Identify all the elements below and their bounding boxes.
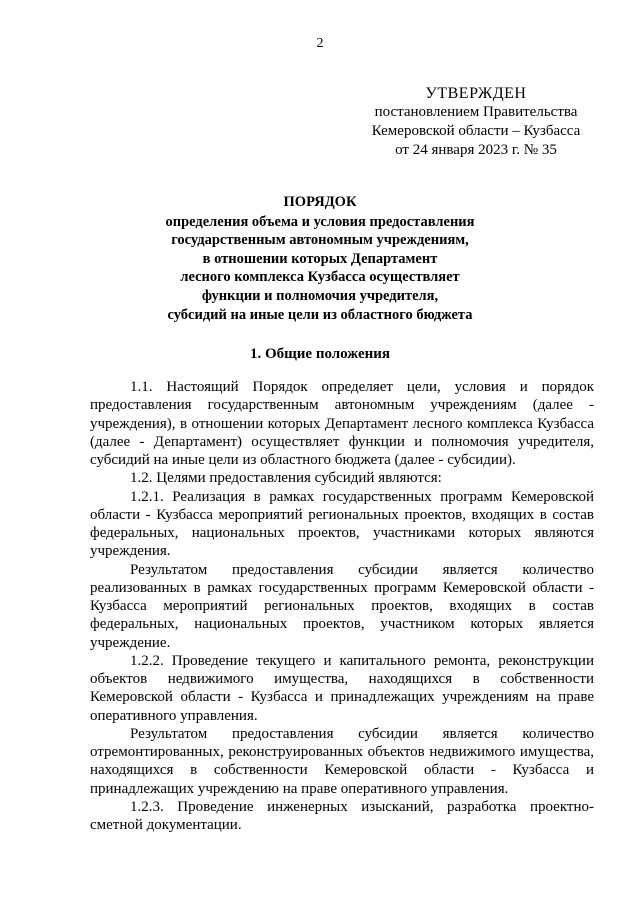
document-title xyxy=(120,193,520,324)
paragraph: 1.2.1. Реализация в рамках государственных программ Кемеровской области - Кузбасса мероприятий региональных проектов, входящих в состав федеральных, национальных проектов, участниками которых являются учреждения. xyxy=(90,488,594,560)
section-heading: 1. Общие положения xyxy=(249,346,391,362)
page-number: 2 xyxy=(316,36,324,51)
approval-line: постановлением Правительства xyxy=(374,104,578,120)
approval-date: от 24 января 2023 г. № 35 xyxy=(395,142,557,158)
paragraph: 1.2. Целями предоставления субсидий являются: xyxy=(130,470,442,487)
approval-stamp-title: УТВЕРЖДЕН xyxy=(425,85,527,102)
title-line: в отношении которых Департамент xyxy=(202,250,438,267)
paragraph: Результатом предоставления субсидии является количество отремонтированных, реконструированных объектов недвижимого имущества, находящихся в собственности Кемеровской области - Кузбасса и принадлежащих учреждению на праве оперативного управления. xyxy=(90,725,594,797)
paragraph: 1.1. Настоящий Порядок определяет цели, условия и порядок предоставления государственным автономным учреждениям (далее - учреждения), в отношении которых Департамент лесного комплекса Кузбасса (далее - Департамент) осуществляет функции и полномочия учредителя, субсидий на иные цели из областного бюджета (далее - субсидии). xyxy=(90,379,594,468)
approval-block xyxy=(360,84,592,160)
paragraph: 1.2.3. Проведение инженерных изысканий, разработка проектно-сметной документации. xyxy=(90,798,594,833)
title-line: функции и полномочия учредителя, xyxy=(201,287,439,304)
title-heading: ПОРЯДОК xyxy=(283,194,357,210)
approval-line: Кемеровской области – Кузбасса xyxy=(371,123,581,139)
title-line: субсидий на иные цели из областного бюджета xyxy=(167,306,473,323)
paragraph: Результатом предоставления субсидии является количество реализованных в рамках государственных программ Кемеровской области - Кузбасса мероприятий региональных проектов, входящих в состав федеральных, национальных проектов, участником которых является учреждение. xyxy=(90,561,594,651)
section-body xyxy=(90,378,594,834)
title-line: лесного комплекса Кузбасса осуществляет xyxy=(180,269,460,286)
title-line: определения объема и условия предоставления xyxy=(165,213,475,230)
paragraph: 1.2.2. Проведение текущего и капитального ремонта, реконструкции объектов недвижимого имущества, находящихся в собственности Кемеровской области - Кузбасса и принадлежащих учреждениям на праве оперативного управления. xyxy=(90,652,594,724)
title-line: государственным автономным учреждениям, xyxy=(171,232,469,249)
